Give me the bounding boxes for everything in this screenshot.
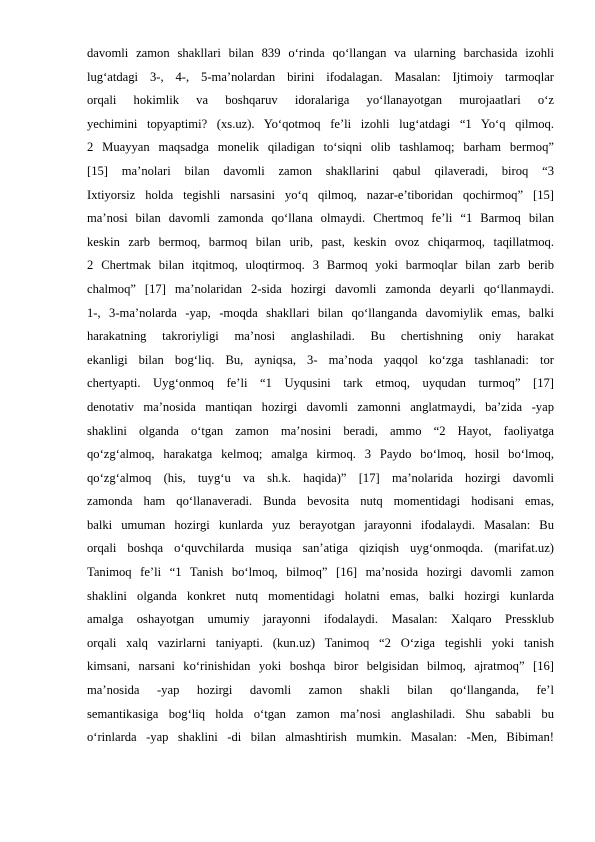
text-line: keskin zarb bermoq, barmoq bilan urib, past, keskin ovoz chiqarmoq, taqillatmoq. xyxy=(87,234,554,249)
text-line: 2 Chertmak bilan itqitmoq, uloqtirmoq. 3 Barmoq yoki barmoqlar bilan zarb berib xyxy=(87,258,554,273)
text-line: ekanligi bilan bog‘liq. Bu, ayniqsa, 3- ma’noda yaqqol ko‘zga tashlanadi: tor xyxy=(87,352,554,367)
text-line: shaklini olganda o‘tgan zamon ma’nosini beradi, ammo “2 Hayot, faoliyatga xyxy=(87,423,554,438)
text-line: [15] ma’nolari bilan davomli zamon shakllarini qabul qilaveradi, biroq “3 xyxy=(87,163,554,178)
text-line: Tanimoq fe’li “1 Tanish bo‘lmoq, bilmoq” [16] ma’nosida hozirgi davomli zamon xyxy=(87,565,554,580)
text-line: davomli zamon shakllari bilan 839 o‘rinda qo‘llangan va ularning barchasida izohli xyxy=(87,46,554,60)
text-line: ma’nosida -yap hozirgi davomli zamon shakli bilan qo‘llanganda, fe’l xyxy=(87,683,554,698)
text-line: o‘rinlarda -yap shaklini -di bilan almashtirish mumkin. Masalan: -Men, Bibiman! xyxy=(87,730,554,745)
text-line: chalmoq” [17] ma’nolaridan 2-sida hozirgi davomli zamonda deyarli qo‘llanmaydi. xyxy=(87,281,554,296)
text-line: chertyapti. Uyg‘onmoq fe’li “1 Uyqusini tark etmoq, uyqudan turmoq” [17] xyxy=(87,376,554,391)
text-line: 2 Muayyan maqsadga monelik qiladigan to‘siqni olib tashlamoq; barham bermoq” xyxy=(87,140,554,155)
text-line: lug‘atdagi 3-, 4-, 5-ma’nolardan birini ifodalagan. Masalan: Ijtimoiy tarmoqlar xyxy=(87,69,554,84)
text-line: harakatning takroriyligi ma’nosi anglashiladi. Bu chertishning oniy harakat xyxy=(87,329,554,344)
text-line: qo‘zg‘almoq (his, tuyg‘u va sh.k. haqida)” [17] ma’nolarida hozirgi davomli xyxy=(87,470,554,485)
text-line: ma’nosi bilan davomli zamonda qo‘llana olmaydi. Chertmoq fe’li “1 Barmoq bilan xyxy=(87,211,554,226)
text-line: semantikasiga bog‘liq holda o‘tgan zamon ma’nosi anglashiladi. Shu sababli bu xyxy=(87,706,554,721)
text-line: orqali hokimlik va boshqaruv idoralariga yo‘llanayotgan murojaatlari o‘z xyxy=(87,93,554,108)
text-line: orqali xalq vazirlarni taniyapti. (kun.uz) Tanimoq “2 O‘ziga tegishli yoki tanish xyxy=(87,635,554,650)
document-page xyxy=(87,42,554,750)
text-line: balki umuman hozirgi kunlarda yuz berayotgan jarayonni ifodalaydi. Masalan: Bu xyxy=(87,517,554,532)
text-line: yechimini topyaptimi? (xs.uz). Yo‘qotmoq fe’li izohli lug‘atdagi “1 Yo‘q qilmoq. xyxy=(87,116,554,131)
text-line: shaklini olganda konkret nutq momentidagi holatni emas, balki hozirgi kunlarda xyxy=(87,588,554,603)
text-line: qo‘zg‘almoq, harakatga kelmoq; amalga kirmoq. 3 Paydo bo‘lmoq, hosil bo‘lmoq, xyxy=(87,447,554,462)
text-line: zamonda ham qo‘llanaveradi. Bunda bevosita nutq momentidagi hodisani emas, xyxy=(87,494,554,509)
text-line: denotativ ma’nosida mantiqan hozirgi davomli zamonni anglatmaydi, ba’zida -yap xyxy=(87,399,554,414)
text-line: 1-, 3-ma’nolarda -yap, -moqda shakllari bilan qo‘llanganda davomiylik emas, balki xyxy=(87,305,554,320)
text-line: amalga oshayotgan umumiy jarayonni ifodalaydi. Masalan: Xalqaro Pressklub xyxy=(87,612,554,627)
text-line: orqali boshqa o‘quvchilarda musiqa san’atiga qiziqish uyg‘onmoqda. (marifat.uz) xyxy=(87,541,554,556)
text-line: kimsani, narsani ko‘rinishidan yoki boshqa biror belgisidan bilmoq, ajratmoq” [16] xyxy=(87,659,554,674)
text-line: Ixtiyorsiz holda tegishli narsasini yo‘q qilmoq, nazar-e’tiboridan qochirmoq” [15] xyxy=(87,187,554,202)
